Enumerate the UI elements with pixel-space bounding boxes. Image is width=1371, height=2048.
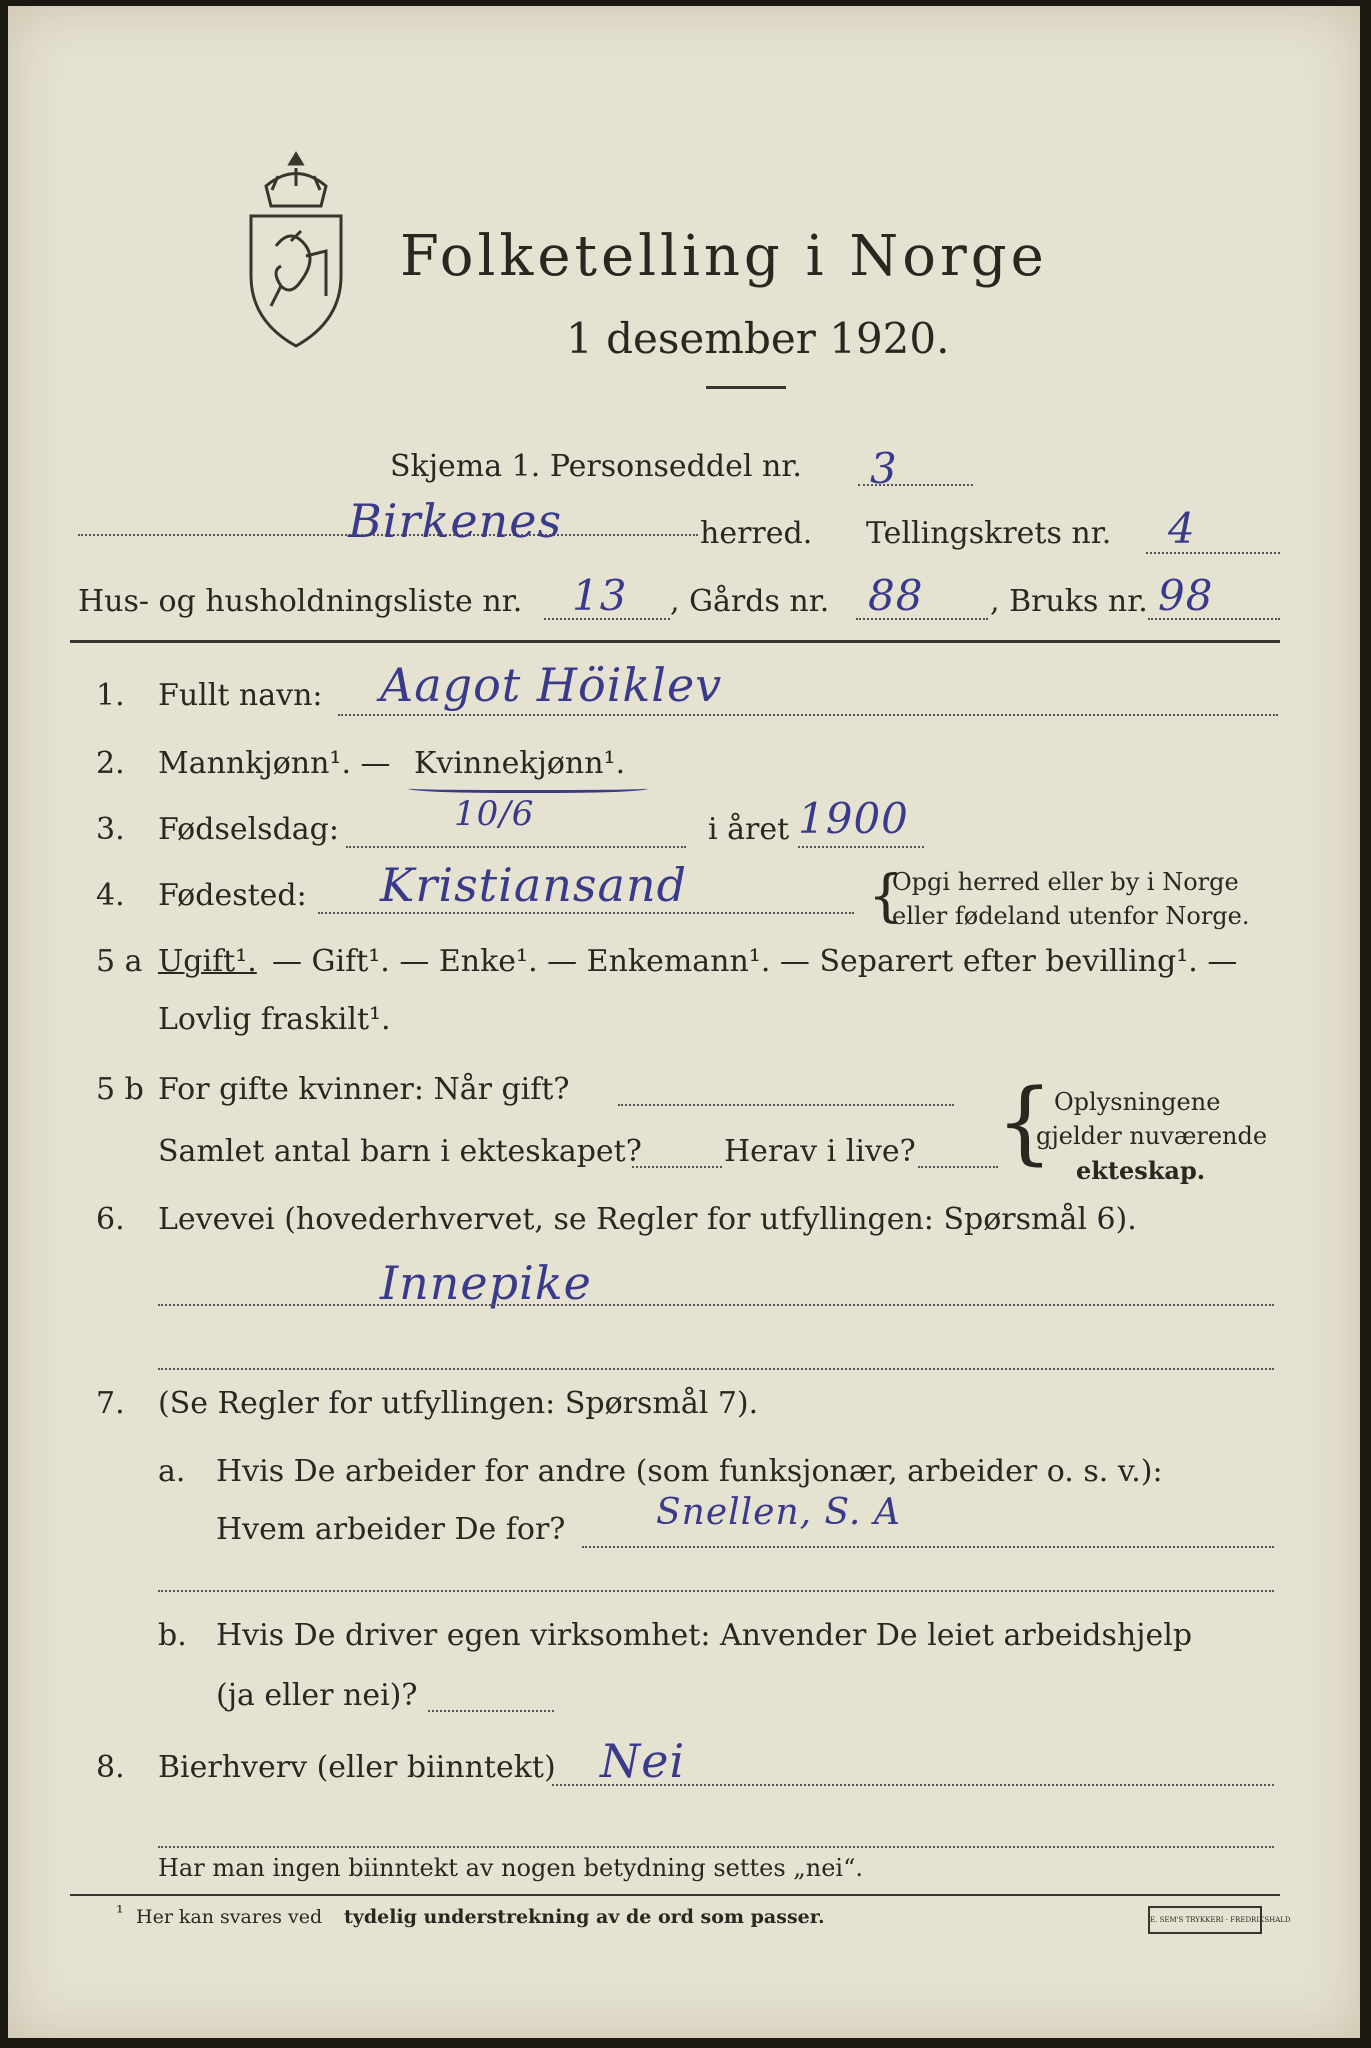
- q7a-field-line-2: [158, 1590, 1274, 1592]
- q7b-question: (ja eller nei)?: [216, 1678, 418, 1713]
- q8-label: Bierhverv (eller biinntekt): [158, 1750, 556, 1785]
- when-married-field-line: [618, 1104, 954, 1106]
- bruks-label: , Bruks nr.: [990, 584, 1148, 619]
- footnote-text-b: tydelig understrekning av de ord som passer.: [344, 1906, 825, 1928]
- q4-field-line: [318, 912, 854, 914]
- gards-label: , Gårds nr.: [670, 584, 830, 619]
- q8-number: 8.: [96, 1750, 125, 1785]
- q5b-note-line2: gjelder nuværende: [1036, 1122, 1268, 1150]
- q5a-number: 5 a: [96, 944, 143, 979]
- q4-note-line2: eller fødeland utenfor Norge.: [892, 902, 1250, 930]
- q3-date-field-line: [346, 846, 686, 848]
- printer-stamp: E. SEM'S TRYKKERI · FREDRIKSHALD: [1148, 1906, 1262, 1934]
- tellingskrets-label: Tellingskrets nr.: [866, 516, 1112, 551]
- herred-label: herred.: [700, 516, 813, 551]
- full-name-value[interactable]: Aagot Höiklev: [380, 658, 723, 712]
- birthplace-value[interactable]: Kristiansand: [380, 858, 688, 912]
- occupation-value[interactable]: Innepike: [380, 1256, 592, 1310]
- gards-nr-value[interactable]: 88: [868, 571, 924, 620]
- q3-year-field-line: [798, 846, 924, 848]
- ugift-option[interactable]: Ugift¹.: [158, 944, 257, 979]
- form-title: Folketelling i Norge: [400, 224, 1048, 289]
- q5b-label-alive: Herav i live?: [724, 1134, 916, 1169]
- q8-field-line-2: [158, 1846, 1274, 1848]
- employer-value[interactable]: Snellen, S. A: [656, 1492, 901, 1533]
- q6-field-line-2: [158, 1368, 1274, 1370]
- q5b-label-children: Samlet antal barn i ekteskapet?: [158, 1134, 642, 1169]
- q7a-letter: a.: [158, 1454, 186, 1489]
- q4-label: Fødested:: [158, 878, 307, 913]
- kvinnekjonn-underline: [408, 782, 648, 793]
- footer-rule: [70, 1894, 1280, 1896]
- q2-number: 2.: [96, 746, 125, 781]
- children-field-line: [632, 1166, 722, 1168]
- q4-note-line1: Opgi herred eller by i Norge: [892, 868, 1239, 896]
- q3-label: Fødselsdag:: [158, 812, 339, 847]
- q7a-label: Hvis De arbeider for andre (som funksjonær, arbeider o. s. v.):: [216, 1454, 1163, 1489]
- q1-field-line: [338, 714, 1278, 716]
- q4-note-brace: {: [868, 864, 904, 929]
- footnote-mark: ¹: [116, 1902, 124, 1924]
- bruks-nr-value[interactable]: 98: [1158, 571, 1214, 620]
- q6-number: 6.: [96, 1202, 125, 1237]
- q1-number: 1.: [96, 678, 125, 713]
- q6-field-line-1: [158, 1304, 1274, 1306]
- q5b-note-brace: {: [996, 1070, 1054, 1175]
- q6-label: Levevei (hovederhvervet, se Regler for utfyllingen: Spørsmål 6).: [158, 1202, 1137, 1237]
- q7-number: 7.: [96, 1386, 125, 1421]
- husholdningsliste-nr-value[interactable]: 13: [572, 571, 628, 620]
- birth-year-value[interactable]: 1900: [798, 794, 909, 843]
- q7b-label: Hvis De driver egen virksomhet: Anvender De leiet arbeidshjelp: [216, 1618, 1193, 1653]
- census-form: [8, 6, 1360, 2038]
- side-income-value[interactable]: Nei: [600, 1734, 686, 1788]
- q7a-question: Hvem arbeider De for?: [216, 1512, 566, 1547]
- footer-note: Har man ingen biinntekt av nogen betydning settes „nei“.: [158, 1854, 863, 1882]
- q4-number: 4.: [96, 878, 125, 913]
- year-label: i året: [708, 812, 790, 847]
- q7a-field-line: [582, 1546, 1274, 1548]
- mannkjonn-option[interactable]: Mannkjønn¹. —: [158, 746, 391, 781]
- herred-name-value[interactable]: Birkenes: [348, 494, 563, 548]
- birth-date-value[interactable]: 10/6: [454, 794, 535, 834]
- q5b-note-line3: ekteskap.: [1076, 1156, 1206, 1185]
- q5b-note-line1: Oplysningene: [1054, 1088, 1221, 1116]
- personseddel-nr-value[interactable]: 3: [870, 444, 898, 493]
- q5b-number: 5 b: [96, 1072, 144, 1107]
- civil-status-options[interactable]: — Gift¹. — Enke¹. — Enkemann¹. — Separert efter bevilling¹. —: [272, 944, 1238, 979]
- kvinnekjonn-option[interactable]: Kvinnekjønn¹.: [414, 746, 626, 781]
- q7-label: (Se Regler for utfyllingen: Spørsmål 7).: [158, 1386, 759, 1421]
- title-divider: [706, 386, 786, 389]
- q7b-field-line: [428, 1710, 554, 1712]
- tellingskrets-field-line: [1146, 552, 1280, 554]
- alive-field-line: [918, 1166, 998, 1168]
- header-rule: [70, 640, 1280, 643]
- coat-of-arms-icon: [236, 146, 356, 356]
- q3-number: 3.: [96, 812, 125, 847]
- husholdningsliste-label: Hus- og husholdningsliste nr.: [78, 584, 523, 619]
- footnote-text-a: Her kan svares ved: [136, 1906, 323, 1928]
- lovlig-fraskilt-option[interactable]: Lovlig fraskilt¹.: [158, 1002, 391, 1037]
- q1-label: Fullt navn:: [158, 678, 323, 713]
- tellingskrets-nr-value[interactable]: 4: [1168, 504, 1196, 553]
- skjema-label: Skjema 1. Personseddel nr.: [390, 449, 802, 484]
- q7b-letter: b.: [158, 1618, 187, 1653]
- census-date: 1 desember 1920.: [566, 314, 950, 363]
- q5b-label-when-married: For gifte kvinner: Når gift?: [158, 1072, 570, 1107]
